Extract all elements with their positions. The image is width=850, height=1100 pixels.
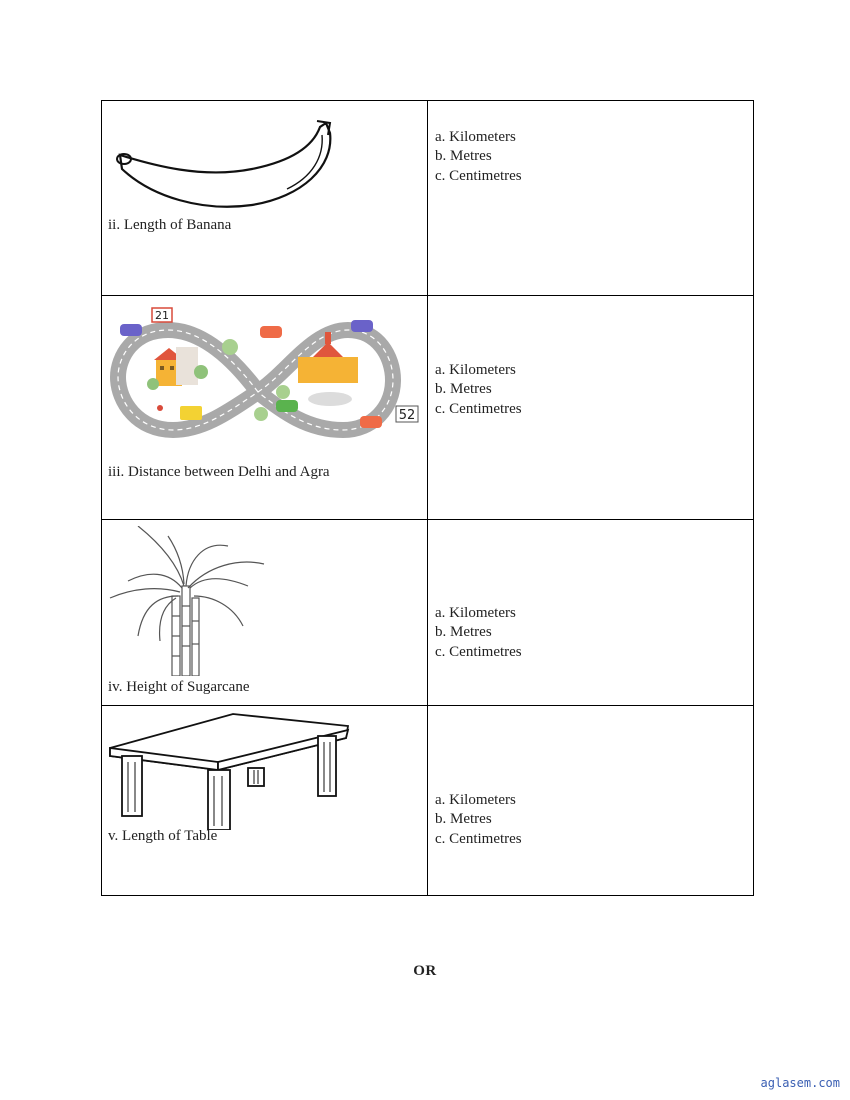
option-b: b. Metres (435, 811, 492, 828)
question-sheet (101, 100, 751, 896)
option-a: a. Kilometers (435, 605, 516, 621)
road-map-illustration (108, 302, 420, 450)
options-cell (428, 296, 754, 520)
question-caption: iv. Height of Sugarcane (108, 679, 250, 695)
footer-watermark: aglasem.com (760, 1076, 840, 1090)
option-c: c. Centimetres (435, 643, 522, 660)
option-a: a. Kilometers (435, 362, 516, 378)
picture-cell (102, 101, 428, 296)
sugarcane-illustration (108, 526, 268, 676)
options-list (435, 791, 522, 849)
question-caption: v. Length of Table (108, 828, 218, 844)
options-list (435, 604, 522, 662)
options-cell (428, 520, 754, 706)
table-illustration (108, 712, 350, 830)
option-a: a. Kilometers (435, 129, 516, 145)
table-row (102, 706, 754, 896)
picture-cell (102, 296, 428, 520)
option-b: b. Metres (435, 148, 492, 165)
option-c: c. Centimetres (435, 830, 522, 847)
options-list (435, 361, 522, 419)
question-caption: ii. Length of Banana (108, 217, 232, 233)
option-c: c. Centimetres (435, 167, 522, 184)
option-a: a. Kilometers (435, 792, 516, 808)
or-separator: OR (413, 963, 437, 979)
options-list (435, 128, 522, 186)
measurement-table (101, 100, 754, 896)
options-cell (428, 706, 754, 896)
option-c: c. Centimetres (435, 400, 522, 417)
picture-cell (102, 520, 428, 706)
picture-cell (102, 706, 428, 896)
option-b: b. Metres (435, 381, 492, 398)
table-row (102, 101, 754, 296)
option-b: b. Metres (435, 624, 492, 641)
sign-right-label: 52 (398, 408, 416, 423)
sign-left-label: 21 (155, 309, 169, 322)
question-caption: iii. Distance between Delhi and Agra (108, 464, 330, 480)
table-row (102, 520, 754, 706)
table-row (102, 296, 754, 520)
banana-illustration (112, 117, 337, 212)
options-cell (428, 101, 754, 296)
